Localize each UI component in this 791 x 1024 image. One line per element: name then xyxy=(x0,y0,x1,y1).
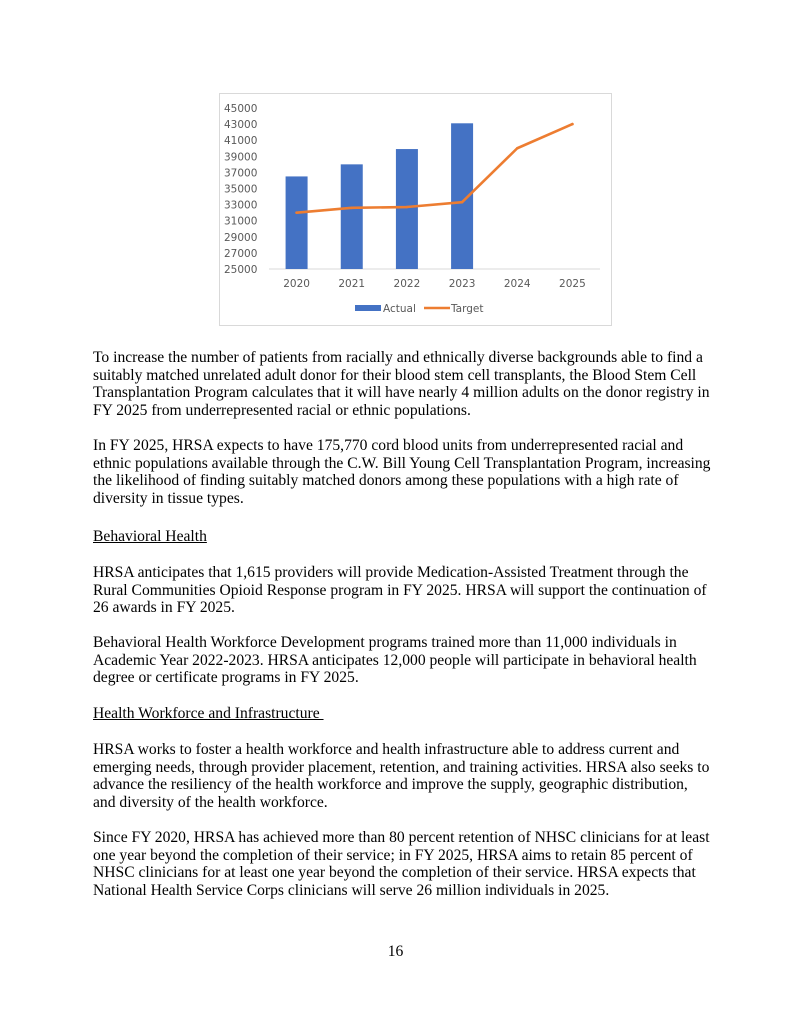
chart-container xyxy=(219,93,612,326)
chart-legend xyxy=(355,303,483,315)
y-tick-label: 27000 xyxy=(224,247,258,260)
y-tick-label: 39000 xyxy=(224,151,258,164)
x-tick-label: 2022 xyxy=(393,278,421,290)
target-point-2021 xyxy=(350,207,353,210)
y-tick-label: 37000 xyxy=(224,167,258,180)
heading-behavioral-health: Behavioral Health xyxy=(93,528,207,545)
target-point-2025 xyxy=(571,123,574,126)
x-tick-label: 2025 xyxy=(559,278,586,290)
x-tick-label: 2021 xyxy=(338,278,366,290)
x-tick-label: 2023 xyxy=(448,278,476,290)
y-tick-label: 41000 xyxy=(224,135,258,148)
y-tick-label: 31000 xyxy=(224,215,258,228)
actual-bar-2021 xyxy=(341,164,363,269)
y-axis-ticks xyxy=(224,103,257,276)
paragraph-bh-workforce: Behavioral Health Workforce Development programs trained more than 11,000 individuals in Academic Year 2022-2023. HRSA anticipates 12,000 people will participate in behavioral health degree or certificate programs in FY 2025. xyxy=(93,634,697,687)
x-axis-ticks xyxy=(283,278,586,290)
x-tick-label: 2020 xyxy=(283,278,310,290)
bar-line-chart xyxy=(220,94,613,327)
legend-label-actual: Actual xyxy=(383,303,416,315)
actual-bar-2022 xyxy=(396,149,418,269)
paragraph-stem-cell-donors: To increase the number of patients from racially and ethnically diverse backgrounds able to find a suitably matched unrelated adult donor for their blood stem cell transplants, the Blood Stem Cell Transplantation Program calculates that it will have nearly 4 million adults on the donor registry in FY 2025 from underrepresented racial or ethnic populations. xyxy=(93,349,710,419)
y-tick-label: 35000 xyxy=(224,183,258,196)
target-point-2022 xyxy=(406,206,409,209)
target-point-2020 xyxy=(295,211,298,214)
target-point-2024 xyxy=(516,147,519,150)
page-number: 16 xyxy=(387,943,404,960)
actual-bars xyxy=(286,123,474,269)
paragraph-nhsc-retention: Since FY 2020, HRSA has achieved more than 80 percent retention of NHSC clinicians for at least one year beyond the completion of their service; in FY 2025, HRSA aims to retain 85 percent of NHSC clinicians for at least one year beyond the completion of their service. HRSA expects that National Health Service Corps clinicians will serve 26 million individuals in 2025. xyxy=(93,829,710,899)
paragraph-cord-blood: In FY 2025, HRSA expects to have 175,770 cord blood units from underrepresented racial and ethnic populations available through the C.W. Bill Young Cell Transplantation Program, increasing the likelihood of finding suitably matched donors among these populations with a high rate of diversity in tissue types. xyxy=(93,437,711,507)
heading-health-workforce: Health Workforce and Infrastructure xyxy=(93,705,324,722)
y-tick-label: 25000 xyxy=(224,264,258,276)
y-tick-label: 43000 xyxy=(224,119,258,132)
x-tick-label: 2024 xyxy=(503,278,531,290)
target-line xyxy=(297,124,573,213)
legend-swatch-actual xyxy=(355,305,381,311)
target-point-2023 xyxy=(461,201,464,204)
y-tick-label: 29000 xyxy=(224,231,258,244)
y-tick-label: 45000 xyxy=(224,103,258,115)
paragraph-workforce-infrastructure: HRSA works to foster a health workforce and health infrastructure able to address current and emerging needs, through provider placement, retention, and training activities. HRSA also seeks to advance the resiliency of the health workforce and improve the supply, geographic distribution, and diversity of the health workforce. xyxy=(93,741,710,811)
paragraph-mat-providers: HRSA anticipates that 1,615 providers will provide Medication-Assisted Treatment through the Rural Communities Opioid Response program in FY 2025. HRSA will support the continuation of 26 awards in FY 2025. xyxy=(93,564,707,617)
actual-bar-2020 xyxy=(286,176,308,269)
legend-label-target: Target xyxy=(451,303,484,315)
y-tick-label: 33000 xyxy=(224,199,258,212)
